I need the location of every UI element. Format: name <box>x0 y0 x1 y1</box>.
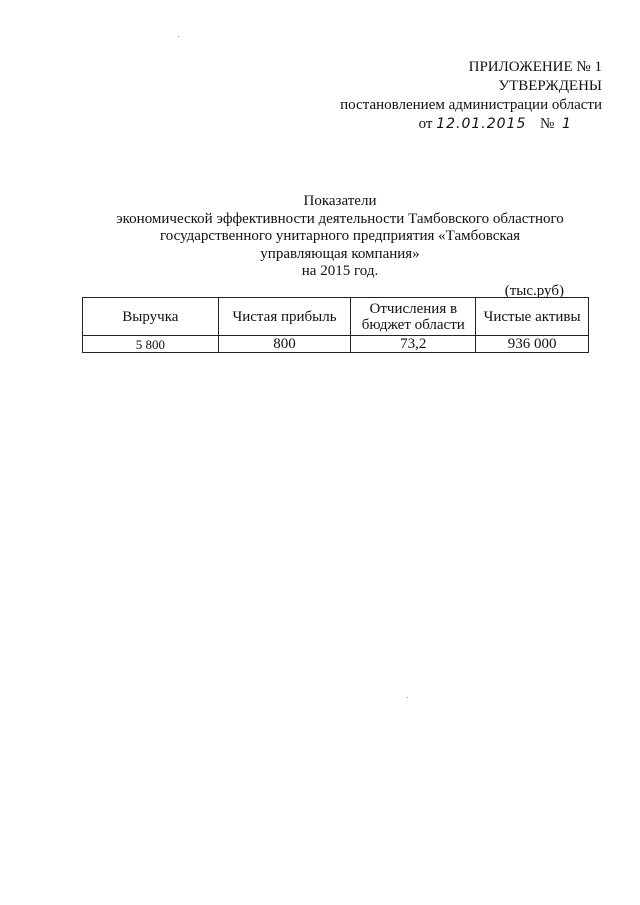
title-line-3: государственного унитарного предприятия «Тамбовская <box>159 228 521 244</box>
decree-label: постановлением администрации области <box>340 97 602 113</box>
cell-revenue: 5 800 <box>83 336 219 353</box>
date-prefix: от <box>418 116 433 132</box>
approval-header <box>340 58 602 134</box>
cell-net-profit: 800 <box>218 336 351 353</box>
unit-label: (тыс.руб) <box>504 283 564 299</box>
column-header-net-profit: Чистая прибыль <box>218 298 351 336</box>
column-header-net-assets: Чистые активы <box>476 298 589 336</box>
scan-speck <box>178 36 179 37</box>
appendix-label: ПРИЛОЖЕНИЕ № 1 <box>468 59 602 75</box>
column-header-budget-deductions: Отчисления в бюджет области <box>351 298 476 336</box>
cell-net-assets: 936 000 <box>476 336 589 353</box>
table-header-row <box>83 298 589 336</box>
document-title <box>90 193 590 281</box>
cell-budget-deductions: 73,2 <box>351 336 476 353</box>
date-number-line <box>340 115 602 134</box>
title-line-4: управляющая компания» <box>260 245 420 262</box>
number-prefix: № <box>539 116 555 132</box>
approved-label: УТВЕРЖДЕНЫ <box>498 78 602 94</box>
title-line-1: Показатели <box>303 193 377 209</box>
column-header-revenue: Выручка <box>83 298 219 336</box>
indicators-table <box>82 297 589 353</box>
handwritten-number: 1 <box>562 116 572 132</box>
table-row <box>83 336 589 353</box>
title-line-2: экономической эффективности деятельности Тамбовского областного <box>116 210 564 227</box>
handwritten-date: 12.01.2015 <box>436 116 527 132</box>
scan-speck <box>407 697 408 698</box>
title-line-5: на 2015 год. <box>301 263 379 279</box>
